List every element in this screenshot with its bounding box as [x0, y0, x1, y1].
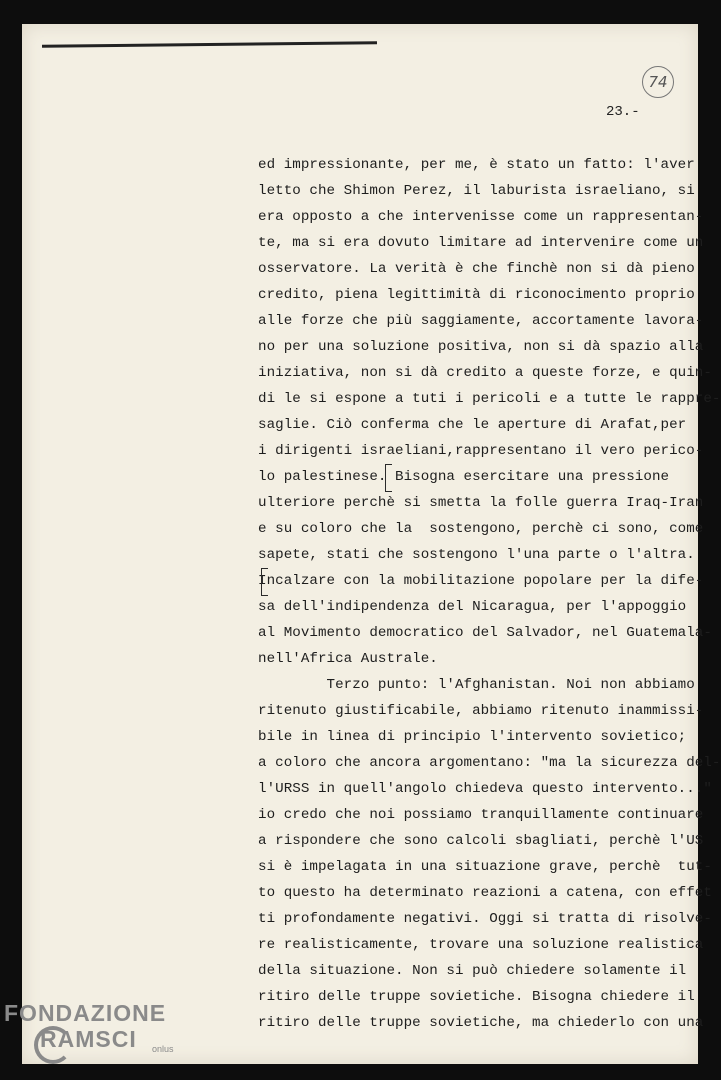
text-line: l'URSS in quell'angolo chiedeva questo intervento..."	[258, 781, 712, 797]
text-line: ed impressionante, per me, è stato un fatto: l'aver	[258, 157, 695, 173]
text-line: io credo che noi possiamo tranquillamente continuare	[258, 807, 704, 823]
text-line: te, ma si era dovuto limitare ad intervenire come un	[258, 235, 704, 251]
text-line: ritiro delle truppe sovietiche. Bisogna chiedere il	[258, 989, 695, 1005]
text-line: nell'Africa Australe.	[258, 651, 438, 667]
text-line: Incalzare con la mobilitazione popolare per la dife-	[258, 573, 704, 589]
watermark-g-icon	[34, 1026, 72, 1064]
watermark-line2: RAMSCI	[40, 1026, 137, 1052]
text-line: a rispondere che sono calcoli sbagliati, perchè l'US	[258, 833, 704, 849]
text-line: ritiro delle truppe sovietiche, ma chiederlo con una	[258, 1015, 704, 1031]
watermark-small: onlus	[152, 1044, 174, 1054]
text-line: osservatore. La verità è che finchè non si dà pieno	[258, 261, 695, 277]
watermark-line1: FONDAZIONE	[4, 1000, 167, 1026]
text-line: to questo ha determinato reazioni a catena, con effet	[258, 885, 712, 901]
text-line: i dirigenti israeliani,rappresentano il vero perico-	[258, 443, 704, 459]
text-line: sapete, stati che sostengono l'una parte o l'altra.	[258, 547, 695, 563]
text-line: bile in linea di principio l'intervento sovietico;	[258, 729, 687, 745]
text-line: lo palestinese. Bisogna esercitare una pressione	[258, 469, 670, 485]
text-line: saglie. Ciò conferma che le aperture di Arafat,per	[258, 417, 687, 433]
bracket-mark	[385, 464, 392, 492]
text-line: Terzo punto: l'Afghanistan. Noi non abbiamo	[258, 677, 695, 693]
text-line: iniziativa, non si dà credito a queste forze, e quin-	[258, 365, 712, 381]
watermark-logo	[4, 1000, 174, 1054]
text-line: ritenuto giustificabile, abbiamo ritenuto inammissi-	[258, 703, 704, 719]
bracket-mark	[261, 568, 268, 596]
text-line: al Movimento democratico del Salvador, nel Guatemala-	[258, 625, 712, 641]
text-line: era opposto a che intervenisse come un rappresentan-	[258, 209, 704, 225]
text-line: di le si espone a tuti i pericoli e a tutte le rappre-	[258, 391, 721, 407]
page-number: 23.-	[606, 104, 640, 120]
text-line: a coloro che ancora argomentano: "ma la sicurezza del-	[258, 755, 721, 771]
text-line: credito, piena legittimità di riconocimento proprio	[258, 287, 695, 303]
text-line: si è impelagata in una situazione grave, perchè tut-	[258, 859, 712, 875]
text-line: ulteriore perchè si smetta la folle guerra Iraq-Iran	[258, 495, 704, 511]
text-line: ti profondamente negativi. Oggi si tratta di risolve-	[258, 911, 712, 927]
text-line: e su coloro che la sostengono, perchè ci sono, come	[258, 521, 704, 537]
text-line: sa dell'indipendenza del Nicaragua, per l'appoggio	[258, 599, 687, 615]
text-line: re realisticamente, trovare una soluzione realistica	[258, 937, 704, 953]
text-line: no per una soluzione positiva, non si dà spazio alla	[258, 339, 704, 355]
text-line: della situazione. Non si può chiedere solamente il	[258, 963, 687, 979]
text-line: alle forze che più saggiamente, accortamente lavora-	[258, 313, 704, 329]
archive-number-stamp: 74	[642, 66, 674, 98]
text-line: letto che Shimon Perez, il laburista israeliano, si	[258, 183, 695, 199]
